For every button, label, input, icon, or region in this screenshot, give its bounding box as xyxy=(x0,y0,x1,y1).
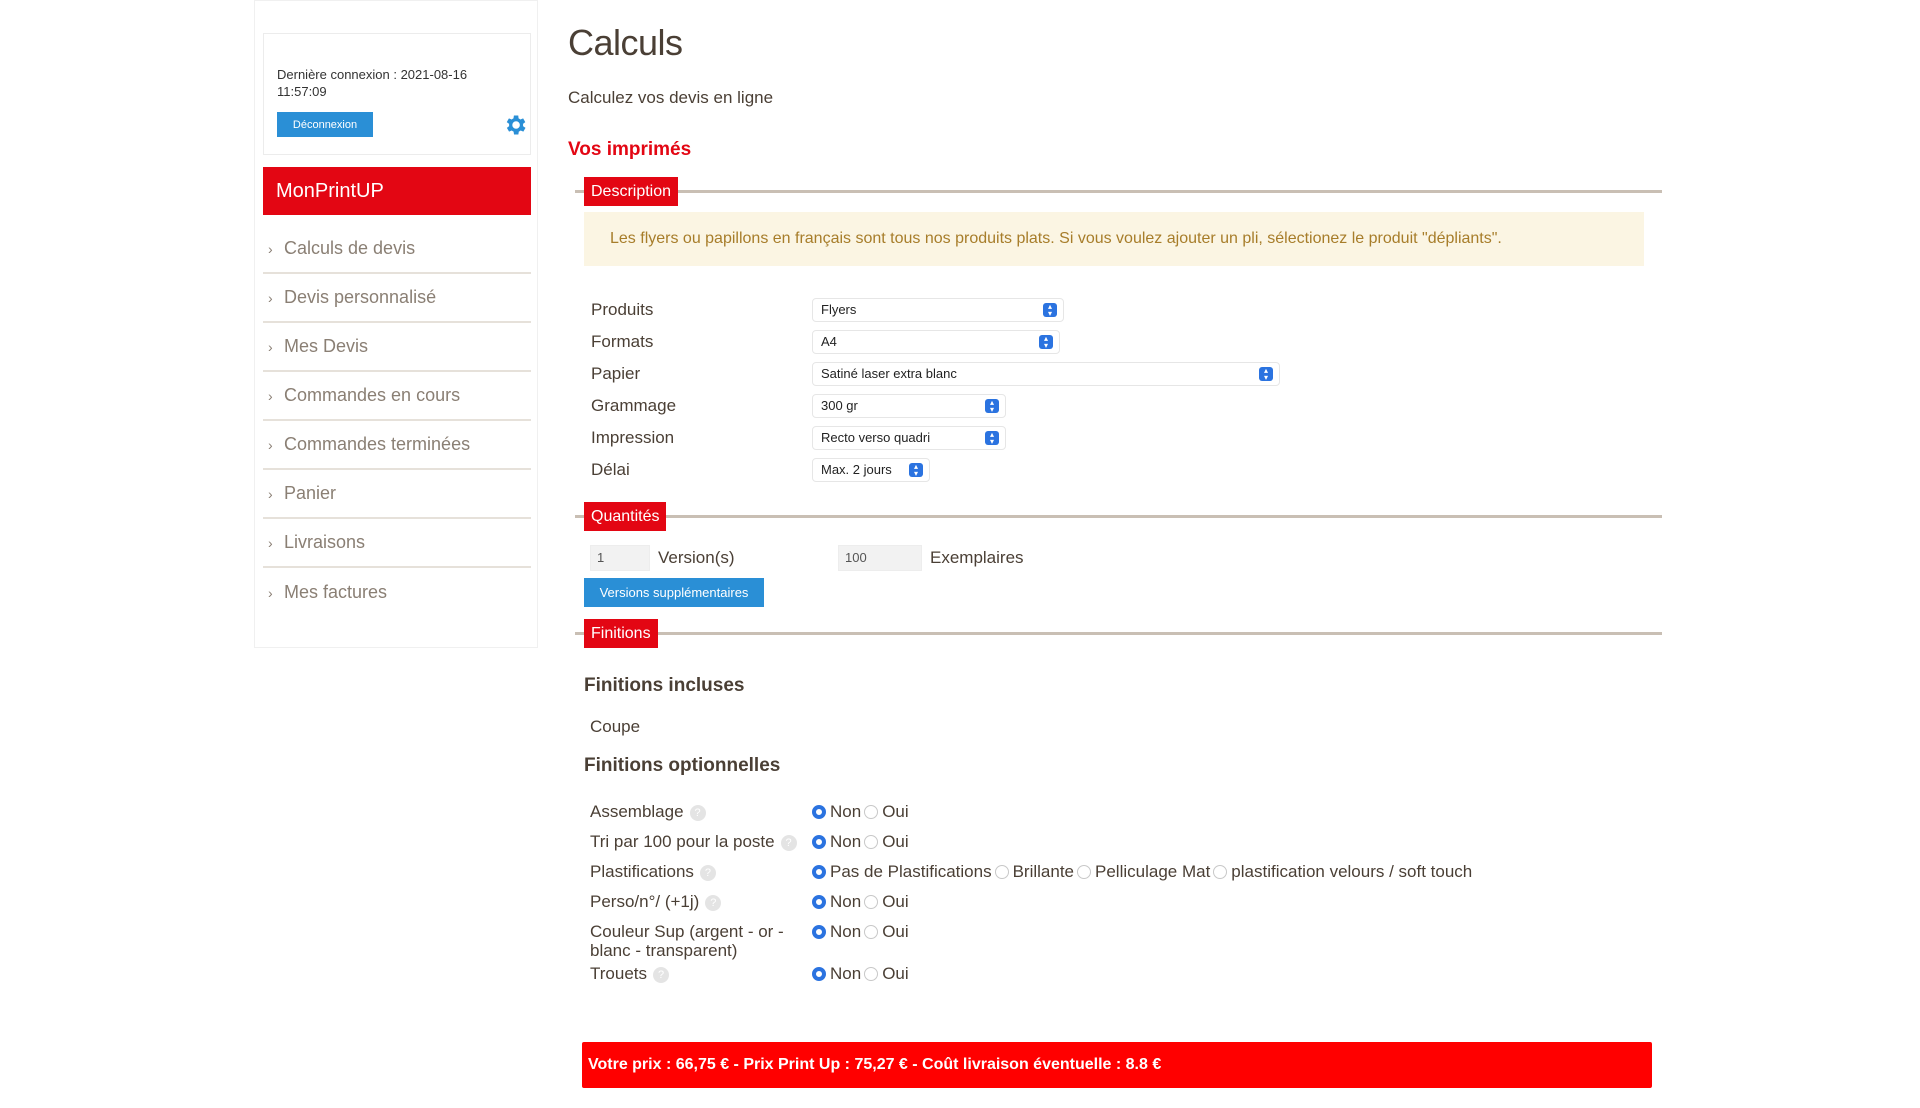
section-divider xyxy=(575,515,1662,518)
finition-coupe: Coupe xyxy=(590,717,641,736)
updown-arrows-icon: ▴ ▾ xyxy=(909,463,923,477)
versions-input[interactable]: 1 xyxy=(590,545,650,571)
chevron-right-icon: › xyxy=(268,387,273,404)
section-heading: Vos imprimés xyxy=(568,139,692,160)
perso-oui-radio[interactable] xyxy=(864,895,878,909)
section-divider xyxy=(575,190,1662,193)
help-icon[interactable]: ? xyxy=(700,865,716,881)
formats-value: A4 xyxy=(821,334,837,349)
delai-label: Délai xyxy=(591,460,630,479)
plastification-brillante-radio[interactable] xyxy=(995,865,1009,879)
papier-select[interactable] xyxy=(812,362,1280,386)
papier-value: Satiné laser extra blanc xyxy=(821,366,957,381)
section-divider xyxy=(575,632,1662,635)
quantites-tag: Quantités xyxy=(584,502,666,531)
trouets-non-radio[interactable] xyxy=(812,967,826,981)
versions-label: Version(s) xyxy=(658,548,735,567)
chevron-right-icon: › xyxy=(268,436,273,453)
brand-bar: MonPrintUP xyxy=(263,167,531,215)
chevron-right-icon: › xyxy=(268,485,273,502)
impression-select[interactable] xyxy=(812,426,1006,450)
sidebar-item-mes-factures[interactable] xyxy=(263,568,531,617)
page-subtitle: Calculez vos devis en ligne xyxy=(568,88,774,107)
description-tag: Description xyxy=(584,177,678,206)
grammage-select[interactable] xyxy=(812,394,1006,418)
sidebar-item-label: Livraisons xyxy=(284,532,366,552)
produits-value: Flyers xyxy=(821,302,857,317)
sidebar-item-calculs-de-devis[interactable] xyxy=(263,225,531,274)
sidebar-item-label: Devis personnalisé xyxy=(284,287,437,307)
updown-arrows-icon: ▴ ▾ xyxy=(1039,335,1053,349)
delai-value: Max. 2 jours xyxy=(821,462,892,477)
produits-label: Produits xyxy=(591,300,654,319)
tri-poste-oui-radio[interactable] xyxy=(864,835,878,849)
tri-poste-radio-group: Non Oui xyxy=(812,832,909,852)
perso-non-radio[interactable] xyxy=(812,895,826,909)
chevron-right-icon: › xyxy=(268,338,273,355)
help-icon[interactable]: ? xyxy=(653,967,669,983)
impression-value: Recto verso quadri xyxy=(821,430,931,445)
sidebar-item-commandes-en-cours[interactable] xyxy=(263,372,531,421)
sidebar xyxy=(254,0,538,648)
sidebar-item-label: Calculs de devis xyxy=(284,238,416,258)
trouets-oui-radio[interactable] xyxy=(864,967,878,981)
plastification-velours-radio[interactable] xyxy=(1213,865,1227,879)
extra-versions-button[interactable]: Versions supplémentaires xyxy=(584,578,764,607)
grammage-label: Grammage xyxy=(591,396,677,415)
formats-label: Formats xyxy=(591,332,654,351)
sidebar-item-label: Commandes terminées xyxy=(284,434,471,454)
plastification-mat-radio[interactable] xyxy=(1077,865,1091,879)
updown-arrows-icon: ▴ ▾ xyxy=(1259,367,1273,381)
finitions-incluses-heading: Finitions incluses xyxy=(584,675,745,696)
sidebar-item-label: Panier xyxy=(284,483,337,503)
papier-label: Papier xyxy=(591,364,641,383)
plastifications-label: Plastifications ? xyxy=(590,862,716,881)
assemblage-non-radio[interactable] xyxy=(812,805,826,819)
sidebar-nav xyxy=(263,225,531,617)
sidebar-item-label: Mes Devis xyxy=(284,336,369,356)
tri-poste-label: Tri par 100 pour la poste ? xyxy=(590,832,797,851)
assemblage-oui-radio[interactable] xyxy=(864,805,878,819)
copies-label: Exemplaires xyxy=(930,548,1024,567)
produits-select[interactable] xyxy=(812,298,1064,322)
finitions-optionnelles-heading: Finitions optionnelles xyxy=(584,755,781,776)
assemblage-label: Assemblage ? xyxy=(590,802,706,821)
page-title: Calculs xyxy=(568,22,683,63)
sidebar-item-livraisons[interactable] xyxy=(263,519,531,568)
perso-radio-group: Non Oui xyxy=(812,892,909,912)
description-notice: Les flyers ou papillons en français sont tous nos produits plats. Si vous voulez ajouter un pli, sélectionez le produit "dépliants". xyxy=(584,212,1644,266)
gear-icon[interactable] xyxy=(502,112,528,138)
trouets-label: Trouets ? xyxy=(590,964,669,983)
assemblage-radio-group: Non Oui xyxy=(812,802,909,822)
sidebar-item-devis-personnalise[interactable] xyxy=(263,274,531,323)
sidebar-item-panier[interactable] xyxy=(263,470,531,519)
help-icon[interactable]: ? xyxy=(705,895,721,911)
couleur-sup-oui-radio[interactable] xyxy=(864,925,878,939)
user-box xyxy=(263,33,531,155)
couleur-sup-non-radio[interactable] xyxy=(812,925,826,939)
finitions-tag: Finitions xyxy=(584,619,658,648)
perso-label: Perso/n°/ (+1j) ? xyxy=(590,892,721,911)
couleur-sup-radio-group: Non Oui xyxy=(812,922,909,942)
sidebar-item-label: Commandes en cours xyxy=(284,385,461,405)
couleur-sup-label: Couleur Sup (argent - or - blanc - transparent) xyxy=(590,922,784,960)
updown-arrows-icon: ▴ ▾ xyxy=(1043,303,1057,317)
price-summary-bar: Votre prix : 66,75 € - Prix Print Up : 75,27 € - Coût livraison éventuelle : 8.8 € xyxy=(582,1042,1652,1088)
help-icon[interactable]: ? xyxy=(690,805,706,821)
grammage-value: 300 gr xyxy=(821,398,858,413)
impression-label: Impression xyxy=(591,428,675,447)
sidebar-item-label: Mes factures xyxy=(284,582,388,602)
help-icon[interactable]: ? xyxy=(781,835,797,851)
updown-arrows-icon: ▴ ▾ xyxy=(985,431,999,445)
copies-input[interactable]: 100 xyxy=(838,545,922,571)
chevron-right-icon: › xyxy=(268,534,273,551)
sidebar-item-commandes-terminees[interactable] xyxy=(263,421,531,470)
plastification-none-radio[interactable] xyxy=(812,865,826,879)
trouets-radio-group: Non Oui xyxy=(812,964,909,984)
main-content xyxy=(568,0,1668,1108)
chevron-right-icon: › xyxy=(268,289,273,306)
updown-arrows-icon: ▴ ▾ xyxy=(985,399,999,413)
sidebar-item-mes-devis[interactable] xyxy=(263,323,531,372)
chevron-right-icon: › xyxy=(268,584,273,601)
logout-button[interactable]: Déconnexion xyxy=(277,112,373,137)
formats-select[interactable] xyxy=(812,330,1060,354)
plastifications-radio-group: Pas de Plastifications Brillante Pelliculage Mat plastification velours / soft touch xyxy=(812,862,1472,882)
last-connection-text: Dernière connexion : 2021-08-16 11:57:09 xyxy=(277,67,468,99)
tri-poste-non-radio[interactable] xyxy=(812,835,826,849)
chevron-right-icon: › xyxy=(268,240,273,257)
delai-select[interactable] xyxy=(812,458,930,482)
